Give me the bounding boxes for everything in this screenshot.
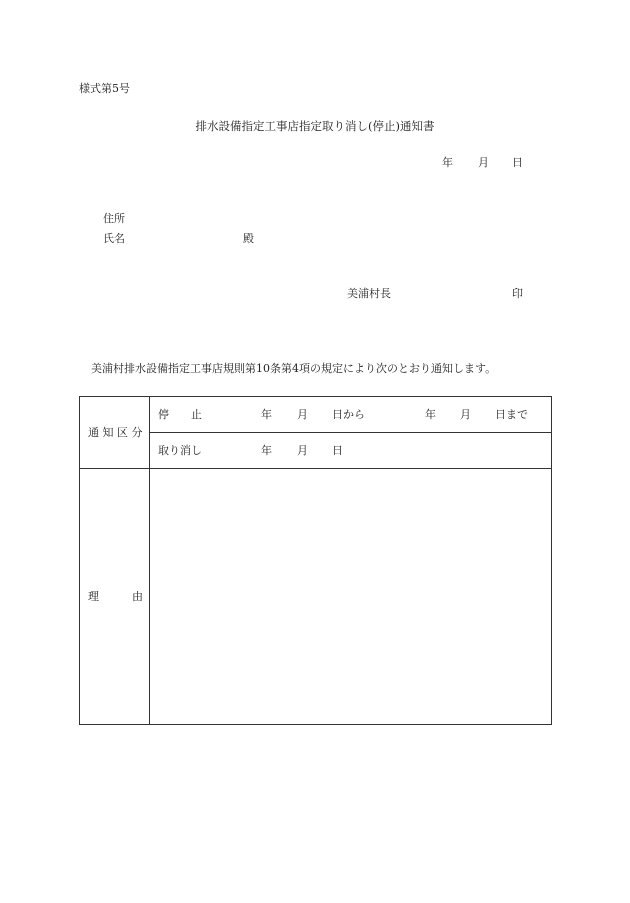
suspension-to-year: 年 [425,408,436,421]
notice-table [79,396,552,725]
suspension-to-day: 日まで [495,408,528,421]
seal-mark: 印 [512,287,523,300]
name-label: 氏名 [103,232,125,245]
date-day-label: 日 [512,156,523,169]
revocation-label: 取り消し [158,444,202,457]
issuer-mayor: 美浦村長 [347,287,391,300]
address-label: 住所 [103,212,125,225]
suspension-to-month: 月 [460,408,471,421]
revocation-day: 日 [332,444,343,457]
revocation-month: 月 [297,444,308,457]
suspension-from-year: 年 [261,408,272,421]
suspension-from-month: 月 [297,408,308,421]
honorific: 殿 [243,232,254,245]
intro-text: 美浦村排水設備指定工事店規則第10条第4項の規定により次のとおり通知します。 [91,362,497,375]
revocation-year: 年 [261,444,272,457]
date-year-label: 年 [442,156,453,169]
category-label: 通 知 区 分 [88,426,143,439]
date-month-label: 月 [478,156,489,169]
reason-field[interactable] [150,469,551,724]
form-number: 様式第5号 [79,82,130,95]
reason-label: 理 由 [88,590,143,603]
row-divider-inner [149,432,551,433]
suspension-label: 停 止 [158,408,202,421]
suspension-from-day: 日から [332,408,365,421]
page-title: 排水設備指定工事店指定取り消し(停止)通知書 [195,119,435,133]
